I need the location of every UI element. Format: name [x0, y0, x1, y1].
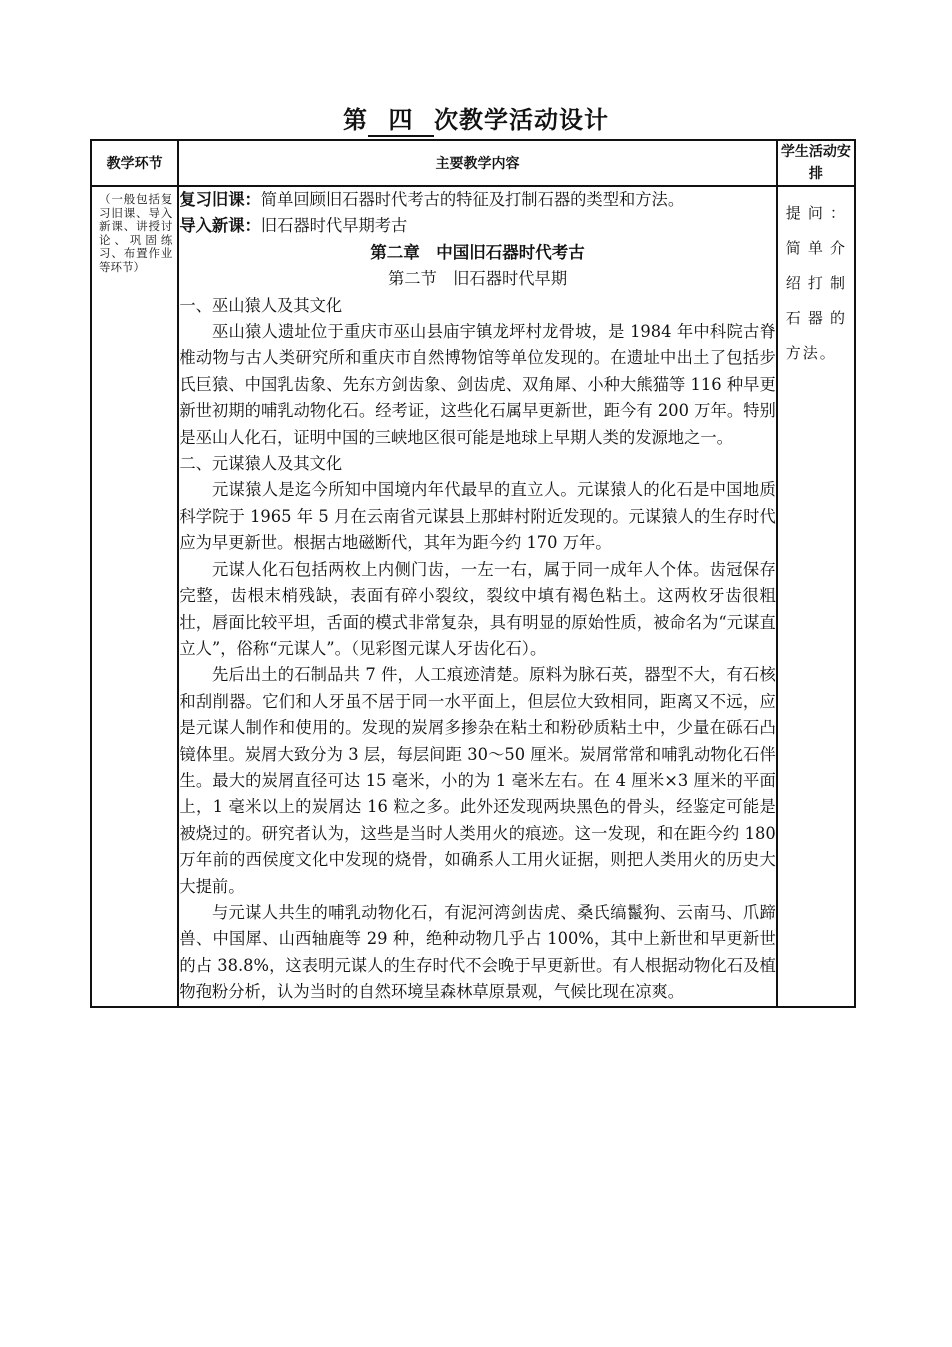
- header-student-activity: 学生活动安排: [777, 140, 855, 186]
- title-number: 四: [368, 100, 434, 137]
- intro-label: 导入新课：: [179, 216, 261, 236]
- paragraph-yuanmou-intro: 元谋猿人是迄今所知中国境内年代最早的直立人。元谋猿人的化石是中国地质科学院于 1965 年 5 月在云南省元谋县上那蚌村附近发现的。元谋猿人的生存时代应为早更新世。根据古地磁断代，其年为距今约 170 万年。: [179, 480, 776, 553]
- table-body-row: [91, 186, 855, 1007]
- paragraph-wushan: 巫山猿人遗址位于重庆市巫山县庙宇镇龙坪村龙骨坡，是 1984 年中科院古脊椎动物与古人类研究所和重庆市自然博物馆等单位发现的。在遗址中出土了包括步氏巨猿、中国乳齿象、先东方剑齿象、剑齿虎、双角犀、小种大熊猫等 116 种早更新世初期的哺乳动物化石。经考证，这些化石属早更新世，距今有 200 万年。特别是巫山人化石，证明中国的三峡地区很可能是地球上早期人类的发源地之一。: [179, 322, 776, 447]
- review-text: 简单回顾旧石器时代考古的特征及打制石器的类型和方法。: [260, 190, 685, 209]
- chapter-heading: 第二章 中国旧石器时代考古: [370, 242, 585, 262]
- student-activity-text: 提问：简单介绍打制石器的方法。: [785, 204, 847, 362]
- intro-text: 旧石器时代早期考古: [260, 216, 408, 236]
- segment-note: （一般包括复习旧课、导入新课、讲授讨论、巩固练习、布置作业等环节）: [99, 192, 173, 274]
- paragraph-yuanmou-tools: 先后出土的石制品共 7 件，人工痕迹清楚。原料为脉石英，器型不大，有石核和刮削器。它们和人牙虽不居于同一水平面上，但层位大致相同，距离又不远，应是元谋人制作和使用的。发现的炭屑多掺杂在粘土和粉砂质粘土中，少量在砾石凸镜体里。炭屑大致分为 3 层，每层间距 30～50 厘米。炭屑常常和哺乳动物化石伴生。最大的炭屑直径可达 15 毫米，小的为 1 毫米左右。在 4 厘米×3 厘米的平面上，1 毫米以上的炭屑达 16 粒之多。此外还发现两块黑色的骨头，经鉴定可能是被烧过的。研究者认为，这些是当时人类用火的痕迹。这一发现，和在距今约 180 万年前的西侯度文化中发现的烧骨，如确系人工用火证据，则把人类用火的历史大大提前。: [179, 665, 776, 896]
- title-prefix: 第: [343, 106, 368, 134]
- intro-line: [179, 213, 775, 239]
- heading-yuanmou: 二、元谋猿人及其文化: [179, 454, 343, 474]
- student-cell: [777, 186, 855, 1007]
- content-cell: [178, 186, 776, 1007]
- title-suffix: 次教学活动设计: [434, 106, 609, 134]
- header-teaching-segment: 教学环节: [91, 140, 178, 186]
- lesson-table: [90, 139, 856, 1008]
- header-main-content: 主要教学内容: [178, 140, 776, 186]
- heading-wushan: 一、巫山猿人及其文化: [179, 295, 343, 315]
- paragraph-yuanmou-fauna: 与元谋人共生的哺乳动物化石，有泥河湾剑齿虎、桑氏缟鬣狗、云南马、爪蹄兽、中国犀、山西轴鹿等 29 种，绝种动物几乎占 100%，其中上新世和早更新世的占 38.8%，这表明元谋人的生存时代不会晚于早更新世。有人根据动物化石及植物孢粉分析，认为当时的自然环境呈森林草原景观，气候比现在凉爽。: [179, 902, 776, 1002]
- review-line: [179, 187, 775, 213]
- review-label: 复习旧课：: [179, 190, 261, 209]
- paragraph-yuanmou-fossils: 元谋人化石包括两枚上内侧门齿，一左一右，属于同一成年人个体。齿冠保存完整，齿根末梢残缺，表面有碎小裂纹，裂纹中填有褐色粘土。这两枚牙齿很粗壮，唇面比较平坦，舌面的模式非常复杂，具有明显的原始性质，被命名为“元谋直立人”，俗称“元谋人”。（见彩图元谋人牙齿化石）。: [179, 559, 776, 658]
- section-heading: 第二节 旧石器时代早期: [388, 269, 568, 289]
- table-header-row: [91, 140, 855, 186]
- segment-cell: [91, 186, 178, 1007]
- page-title: [0, 100, 952, 137]
